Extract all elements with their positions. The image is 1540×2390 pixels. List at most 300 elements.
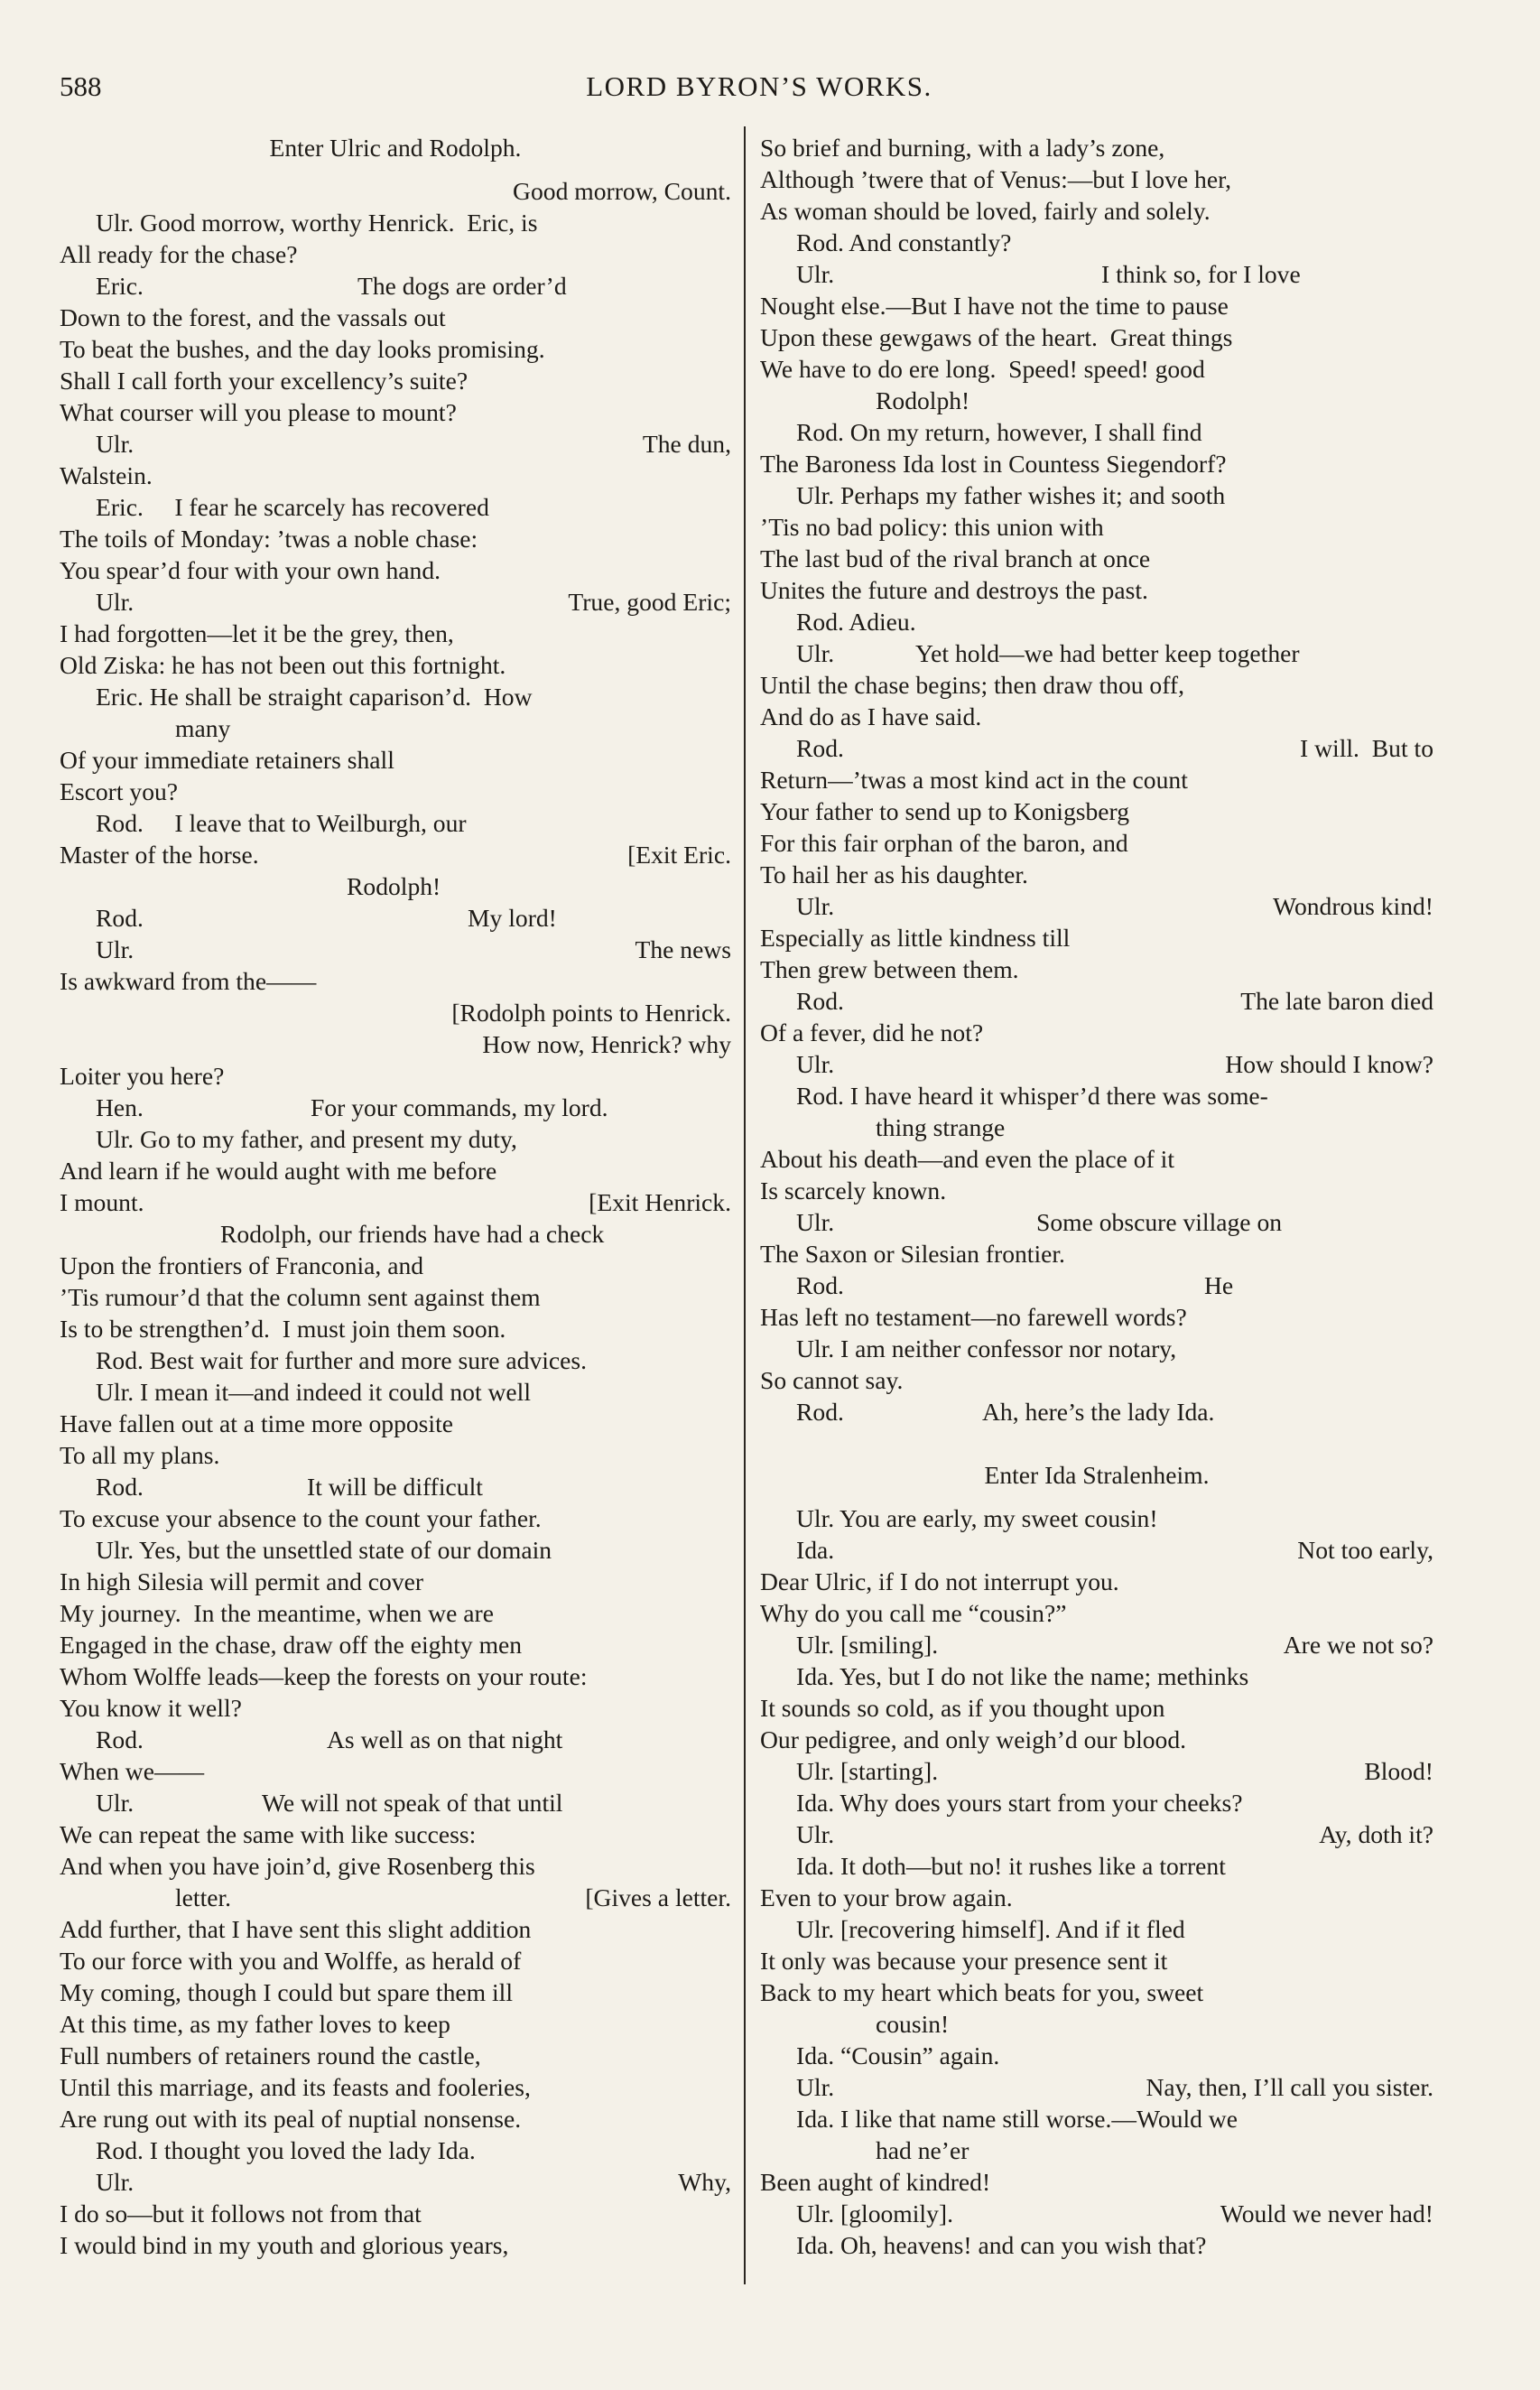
verse-line	[60, 681, 731, 712]
line-text: To beat the bushes, and the day looks promising.	[60, 335, 545, 363]
verse-line	[760, 1566, 1433, 1597]
verse-line	[760, 1143, 1433, 1175]
verse-line	[760, 1818, 1433, 1850]
line-text: Ulr. [starting].	[796, 1757, 939, 1785]
line-text: Ulr.	[96, 588, 135, 616]
verse-line	[760, 1692, 1433, 1724]
line-text: Ulr.	[796, 2073, 835, 2101]
verse-line	[760, 416, 1433, 448]
verse-line	[60, 1913, 731, 1945]
verse-line	[60, 2040, 731, 2071]
verse-line	[60, 2071, 731, 2103]
line-text: Ulr.	[796, 1050, 835, 1078]
verse-line	[60, 132, 731, 175]
line-text: Ulr. [smiling].	[796, 1631, 939, 1659]
line-text: Hen.	[96, 1093, 144, 1121]
line-text: Add further, that I have sent this slight addition	[60, 1915, 532, 1943]
verse-line	[60, 333, 731, 365]
verse-line	[760, 543, 1433, 574]
line-text: Are rung out with its peal of nuptial nonsense.	[60, 2105, 522, 2133]
verse-line	[60, 1060, 731, 1092]
verse-line	[60, 1597, 731, 1629]
line-text: I do so—but it follows not from that	[60, 2199, 422, 2227]
verse-line	[760, 637, 1433, 669]
line-text: Ulr. You are early, my sweet cousin!	[796, 1504, 1158, 1532]
line-text: Especially as little kindness till	[760, 924, 1071, 952]
line-right-text: Good morrow, Count.	[513, 177, 731, 205]
verse-line	[60, 2103, 731, 2134]
line-text: Rod. I have heard it whisper’d there was some-	[796, 1082, 1268, 1110]
verse-line	[60, 870, 731, 902]
line-text: For this fair orphan of the baron, and	[760, 829, 1128, 857]
line-continuation: Ah, here’s the lady Ida.	[982, 1398, 1215, 1426]
line-text: Ulr. I am neither confessor nor notary,	[796, 1334, 1177, 1362]
line-text: In high Silesia will permit and cover	[60, 1567, 424, 1595]
line-right-text: [Exit Eric.	[627, 841, 731, 869]
verse-line	[760, 2134, 1433, 2166]
verse-line	[760, 2008, 1433, 2040]
line-continuation: He	[1204, 1271, 1234, 1299]
line-text: Old Ziska: he has not been out this fortnight.	[60, 651, 506, 679]
line-continuation: We will not speak of that until	[262, 1789, 563, 1817]
line-text: You spear’d four with your own hand.	[60, 556, 441, 584]
line-text: Shall I call forth your excellency’s suite?	[60, 367, 468, 395]
line-right-text: True, good Eric;	[568, 588, 731, 616]
verse-line	[760, 1175, 1433, 1206]
line-text: Ulr.	[96, 2168, 135, 2196]
line-text: Have fallen out at a time more opposite	[60, 1409, 453, 1437]
verse-line	[760, 827, 1433, 859]
line-text: Down to the forest, and the vassals out	[60, 303, 446, 331]
verse-line	[760, 1269, 1433, 1301]
verse-line	[760, 1301, 1433, 1333]
verse-line	[760, 890, 1433, 922]
line-text: Ulr. Good morrow, worthy Henrick. Eric, is	[96, 209, 538, 237]
verse-line	[60, 460, 731, 491]
verse-line	[760, 1080, 1433, 1111]
verse-line	[60, 1850, 731, 1882]
verse-line	[60, 270, 731, 302]
line-continuation: I think so, for I love	[1101, 260, 1301, 288]
verse-line	[60, 2166, 731, 2198]
line-text: Rod. On my return, however, I shall find	[796, 418, 1202, 446]
line-text: All ready for the chase?	[60, 240, 298, 268]
verse-line	[760, 1787, 1433, 1818]
line-text: Back to my heart which beats for you, sweet	[760, 1978, 1204, 2006]
verse-line	[760, 290, 1433, 321]
line-text: thing strange	[876, 1113, 1006, 1141]
verse-line	[760, 195, 1433, 227]
verse-line	[60, 554, 731, 586]
verse-line	[60, 997, 731, 1028]
verse-line	[760, 1724, 1433, 1755]
line-text: Ida. I like that name still worse.—Would we	[796, 2105, 1238, 2133]
line-text: Ulr.	[96, 1789, 135, 1817]
line-text: We have to do ere long. Speed! speed! good	[760, 355, 1205, 383]
line-text: Ulr.	[796, 1208, 835, 1236]
line-text: cousin!	[876, 2010, 950, 2038]
verse-line	[60, 965, 731, 997]
running-head: LORD BYRON’S WORKS.	[586, 70, 932, 102]
verse-line	[760, 163, 1433, 195]
line-text: Ulr. [gloomily].	[796, 2199, 953, 2227]
line-text: Has left no testament—no farewell words?	[760, 1303, 1187, 1331]
verse-line	[760, 1913, 1433, 1945]
verse-line	[760, 1882, 1433, 1913]
verse-line	[60, 1471, 731, 1502]
line-right-text: Why,	[678, 2168, 731, 2196]
line-text: Ida. Yes, but I do not like the name; methinks	[796, 1662, 1249, 1690]
line-text: Loiter you here?	[60, 1062, 225, 1090]
verse-line	[60, 1028, 731, 1060]
line-text: Engaged in the chase, draw off the eighty men	[60, 1631, 523, 1659]
line-text: I would bind in my youth and glorious years,	[60, 2231, 509, 2259]
verse-line	[60, 1534, 731, 1566]
verse-line	[60, 1155, 731, 1186]
verse-line	[60, 2008, 731, 2040]
line-text: Enter Ulric and Rodolph.	[269, 134, 522, 162]
line-text: Rod.	[96, 904, 144, 932]
verse-line	[760, 764, 1433, 795]
line-text: Ulr.	[796, 639, 835, 667]
line-right-text: [Rodolph points to Henrick.	[451, 999, 731, 1027]
line-text: It only was because your presence sent it	[760, 1947, 1168, 1975]
line-right-text: Blood!	[1364, 1757, 1433, 1785]
verse-line	[60, 1787, 731, 1818]
line-text: Ulr. Yes, but the unsettled state of our domain	[96, 1536, 552, 1564]
line-text: Full numbers of retainers round the castle,	[60, 2041, 481, 2069]
line-text: The Saxon or Silesian frontier.	[760, 1240, 1065, 1268]
verse-line	[60, 428, 731, 460]
line-text: Rodolph, our friends have had a check	[220, 1220, 605, 1248]
line-text: ’Tis rumour’d that the column sent against them	[60, 1283, 541, 1311]
verse-line	[760, 574, 1433, 606]
line-text: What courser will you please to mount?	[60, 398, 457, 426]
line-right-text: The news	[635, 935, 731, 963]
verse-line	[60, 618, 731, 649]
line-text: To excuse your absence to the count your father.	[60, 1504, 542, 1532]
line-text: And do as I have said.	[760, 702, 982, 730]
line-text: Ida.	[796, 1536, 835, 1564]
verse-line	[760, 669, 1433, 701]
line-right-text: How should I know?	[1225, 1050, 1433, 1078]
line-right-text: Wondrous kind!	[1273, 892, 1433, 920]
verse-line	[60, 934, 731, 965]
verse-line	[60, 396, 731, 428]
line-text: Rod. I leave that to Weilburgh, our	[96, 809, 467, 837]
line-text: You know it well?	[60, 1694, 242, 1722]
verse-line	[760, 321, 1433, 353]
line-text: About his death—and even the place of it	[760, 1145, 1174, 1173]
line-right-text: Not too early,	[1297, 1536, 1433, 1564]
verse-line	[760, 1048, 1433, 1080]
line-text: Rod. I thought you loved the lady Ida.	[96, 2136, 476, 2164]
line-text: It sounds so cold, as if you thought upon	[760, 1694, 1165, 1722]
line-text: To hail her as his daughter.	[760, 860, 1028, 888]
line-text: The last bud of the rival branch at once	[760, 544, 1151, 572]
line-text: I mount.	[60, 1188, 144, 1216]
verse-line	[760, 1364, 1433, 1396]
line-text: Ida. Why does yours start from your cheeks?	[796, 1789, 1243, 1817]
verse-line	[60, 1250, 731, 1281]
line-text: Rodolph!	[347, 872, 441, 900]
line-text: Our pedigree, and only weigh’d our blood.	[760, 1725, 1187, 1753]
verse-line	[60, 1976, 731, 2008]
line-text: Walstein.	[60, 461, 153, 489]
verse-line	[760, 922, 1433, 953]
verse-line	[60, 302, 731, 333]
line-text: Ulr. I mean it—and indeed it could not well	[96, 1378, 532, 1406]
line-text: My coming, though I could but spare them ill	[60, 1978, 513, 2006]
verse-line	[760, 732, 1433, 764]
line-text: Ulr.	[796, 892, 835, 920]
line-continuation: Yet hold—we had better keep together	[915, 639, 1300, 667]
left-column	[60, 132, 731, 2261]
line-text: Master of the horse.	[60, 841, 259, 869]
line-text: Been aught of kindred!	[760, 2168, 991, 2196]
line-right-text: Would we never had!	[1220, 2199, 1433, 2227]
verse-line	[60, 1755, 731, 1787]
line-text: The toils of Monday: ’twas a noble chase:	[60, 525, 478, 553]
line-text: Until this marriage, and its feasts and fooleries,	[60, 2073, 531, 2101]
verse-line	[60, 807, 731, 839]
line-right-text: Ay, doth it?	[1319, 1820, 1433, 1848]
verse-line	[60, 1313, 731, 1344]
verse-line	[60, 1092, 731, 1123]
verse-line	[760, 479, 1433, 511]
verse-line	[60, 491, 731, 523]
line-text: Your father to send up to Konigsberg	[760, 797, 1130, 825]
verse-line	[760, 701, 1433, 732]
verse-line	[60, 1566, 731, 1597]
verse-line	[760, 1629, 1433, 1660]
line-text: Of a fever, did he not?	[760, 1018, 984, 1046]
line-text: Of your immediate retainers shall	[60, 746, 394, 774]
line-text: Ulr.	[96, 935, 135, 963]
line-text: Ida. Oh, heavens! and can you wish that?	[796, 2231, 1207, 2259]
line-continuation: My lord!	[468, 904, 557, 932]
verse-line	[60, 712, 731, 744]
verse-line	[60, 1692, 731, 1724]
verse-line	[60, 2198, 731, 2229]
line-text: Is scarcely known.	[760, 1176, 947, 1204]
verse-line	[60, 1945, 731, 1976]
verse-line	[760, 258, 1433, 290]
verse-line	[760, 2198, 1433, 2229]
verse-line	[760, 1502, 1433, 1534]
line-right-text: How now, Henrick? why	[482, 1030, 731, 1058]
line-text: Ida. It doth—but no! it rushes like a torrent	[796, 1852, 1226, 1880]
verse-line	[60, 1502, 731, 1534]
verse-line	[760, 1111, 1433, 1143]
verse-line	[60, 1186, 731, 1218]
line-text: Until the chase begins; then draw thou off,	[760, 671, 1185, 699]
verse-line	[760, 1850, 1433, 1882]
line-continuation: For your commands, my lord.	[311, 1093, 608, 1121]
line-text: Why do you call me “cousin?”	[760, 1599, 1067, 1627]
line-text: Rod.	[796, 1398, 844, 1426]
verse-line	[60, 207, 731, 238]
line-text: As woman should be loved, fairly and solely.	[760, 197, 1211, 225]
verse-line	[760, 1396, 1433, 1427]
verse-line	[60, 1281, 731, 1313]
line-text: Upon these gewgaws of the heart. Great things	[760, 323, 1233, 351]
verse-line	[60, 365, 731, 396]
verse-line	[60, 586, 731, 618]
line-text: We can repeat the same with like success:	[60, 1820, 477, 1848]
line-text: Is awkward from the——	[60, 967, 317, 995]
line-text: Dear Ulric, if I do not interrupt you.	[760, 1567, 1119, 1595]
verse-line	[760, 227, 1433, 258]
verse-line	[760, 1238, 1433, 1269]
verse-line	[760, 1459, 1433, 1502]
line-text: At this time, as my father loves to keep	[60, 2010, 450, 2038]
verse-line	[60, 1344, 731, 1376]
line-text: Ulr.	[96, 430, 135, 458]
verse-line	[60, 776, 731, 807]
line-right-text: The late baron died	[1240, 987, 1433, 1015]
verse-line	[760, 1534, 1433, 1566]
line-right-text: Nay, then, I’ll call you sister.	[1146, 2073, 1433, 2101]
verse-line	[760, 1976, 1433, 2008]
line-right-text: Are we not so?	[1283, 1631, 1433, 1659]
line-text: Ida. “Cousin” again.	[796, 2041, 1000, 2069]
verse-line	[760, 953, 1433, 985]
line-text: To our force with you and Wolffe, as herald of	[60, 1947, 522, 1975]
verse-line	[60, 175, 731, 207]
line-text: Rod.	[796, 987, 844, 1015]
line-text: Although ’twere that of Venus:—but I love her,	[760, 165, 1232, 193]
verse-line	[760, 1945, 1433, 1976]
verse-line	[60, 1408, 731, 1439]
verse-line	[60, 1882, 731, 1913]
verse-line	[760, 795, 1433, 827]
verse-line	[60, 1439, 731, 1471]
line-text: Escort you?	[60, 777, 179, 805]
line-text: ’Tis no bad policy: this union with	[760, 513, 1104, 541]
verse-line	[60, 1376, 731, 1408]
line-text: Eric.	[96, 272, 144, 300]
line-text: Rod. Best wait for further and more sure advices.	[96, 1346, 588, 1374]
line-text: To all my plans.	[60, 1441, 220, 1469]
line-text: Rod.	[96, 1473, 144, 1501]
line-text: Ulr. Go to my father, and present my duty,	[96, 1125, 517, 1153]
line-continuation: As well as on that night	[327, 1725, 563, 1753]
line-text: many	[175, 714, 231, 742]
line-text: My journey. In the meantime, when we are	[60, 1599, 494, 1627]
line-text: Return—’twas a most kind act in the count	[760, 766, 1188, 794]
line-continuation: It will be difficult	[307, 1473, 483, 1501]
verse-line	[760, 2040, 1433, 2071]
line-text: And learn if he would aught with me before	[60, 1157, 497, 1185]
verse-line	[760, 1333, 1433, 1364]
verse-line	[760, 353, 1433, 385]
line-text: Ulr.	[796, 260, 835, 288]
verse-line	[760, 2229, 1433, 2261]
line-text: So cannot say.	[760, 1366, 904, 1394]
line-right-text: [Exit Henrick.	[589, 1188, 731, 1216]
verse-line	[760, 2103, 1433, 2134]
line-text: Upon the frontiers of Franconia, and	[60, 1251, 424, 1279]
verse-line	[60, 1818, 731, 1850]
page-number: 588	[60, 70, 102, 102]
line-text: The Baroness Ida lost in Countess Siegendorf?	[760, 450, 1227, 478]
line-text: And when you have join’d, give Rosenberg this	[60, 1852, 535, 1880]
line-text: Rod.	[796, 1271, 844, 1299]
column-divider	[744, 126, 746, 2284]
verse-line	[760, 1017, 1433, 1048]
line-text: I had forgotten—let it be the grey, then,	[60, 619, 454, 647]
verse-line	[60, 1218, 731, 1250]
line-text: Rod.	[796, 734, 844, 762]
verse-line	[60, 2134, 731, 2166]
line-text: Rod. And constantly?	[796, 228, 1012, 256]
verse-line	[60, 902, 731, 934]
verse-line	[760, 985, 1433, 1017]
verse-line	[60, 744, 731, 776]
line-right-text: I will. But to	[1300, 734, 1433, 762]
line-continuation: The dogs are order’d	[357, 272, 567, 300]
verse-line	[760, 606, 1433, 637]
line-text: Then grew between them.	[760, 955, 1019, 983]
right-column	[760, 132, 1433, 2261]
verse-line	[760, 1206, 1433, 1238]
line-text: Ulr.	[796, 1820, 835, 1848]
line-text: Unites the future and destroys the past.	[760, 576, 1148, 604]
line-text: Whom Wolffe leads—keep the forests on your route:	[60, 1662, 588, 1690]
line-text: Rodolph!	[876, 386, 970, 414]
line-text: Rod.	[96, 1725, 144, 1753]
verse-line	[760, 1660, 1433, 1692]
verse-line	[760, 511, 1433, 543]
line-text: Ulr. Perhaps my father wishes it; and sooth	[796, 481, 1226, 509]
line-text: So brief and burning, with a lady’s zone,	[760, 134, 1165, 162]
line-text: Even to your brow again.	[760, 1883, 1013, 1911]
verse-line	[60, 238, 731, 270]
line-right-text: [Gives a letter.	[585, 1883, 731, 1911]
verse-line	[760, 1427, 1433, 1459]
verse-line	[60, 649, 731, 681]
line-text: Eric. He shall be straight caparison’d. How	[96, 683, 533, 711]
line-text: When we——	[60, 1757, 205, 1785]
line-text: Is to be strengthen’d. I must join them soon.	[60, 1315, 506, 1343]
verse-line	[60, 523, 731, 554]
line-right-text: The dun,	[642, 430, 731, 458]
verse-line	[60, 1629, 731, 1660]
line-text: Enter Ida Stralenheim.	[984, 1461, 1210, 1489]
verse-line	[760, 385, 1433, 416]
verse-line	[60, 2229, 731, 2261]
line-continuation: Some obscure village on	[1036, 1208, 1283, 1236]
line-text: Eric. I fear he scarcely has recovered	[96, 493, 489, 521]
verse-line	[760, 2166, 1433, 2198]
line-text: Ulr. [recovering himself]. And if it fled	[796, 1915, 1185, 1943]
verse-line	[760, 1755, 1433, 1787]
verse-line	[760, 132, 1433, 163]
verse-line	[760, 1597, 1433, 1629]
verse-line	[760, 859, 1433, 890]
verse-line	[60, 839, 731, 870]
verse-line	[760, 448, 1433, 479]
verse-line	[60, 1660, 731, 1692]
line-text: Rod. Adieu.	[796, 608, 916, 636]
verse-line	[60, 1724, 731, 1755]
page-header	[60, 70, 1459, 107]
verse-line	[60, 1123, 731, 1155]
line-text: had ne’er	[876, 2136, 969, 2164]
line-text: letter.	[175, 1883, 232, 1911]
line-text: Nought else.—But I have not the time to pause	[760, 292, 1229, 320]
